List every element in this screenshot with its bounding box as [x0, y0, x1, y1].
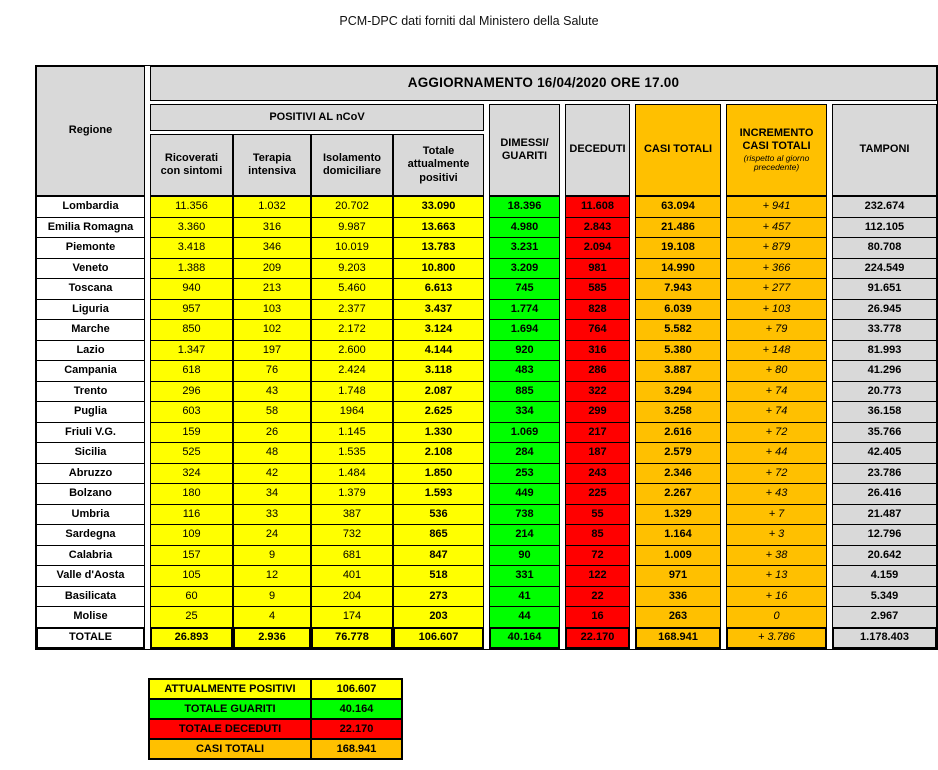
summary-value: 168.941	[311, 739, 402, 759]
cell-terapia: 26	[233, 422, 311, 443]
cell-deceduti: 2.094	[565, 237, 630, 258]
cell-isolamento: 174	[311, 606, 393, 627]
cell-dimessi: 334	[489, 401, 560, 422]
table-row	[36, 217, 937, 238]
table-header	[36, 66, 937, 196]
cell-tamponi: 26.416	[832, 483, 937, 504]
cell-isolamento: 2.424	[311, 360, 393, 381]
cell-terapia: 24	[233, 524, 311, 545]
cell-totale-positivi: 2.108	[393, 442, 484, 463]
cell-terapia: 43	[233, 381, 311, 402]
covid-data-table	[35, 65, 938, 650]
cell-terapia: 33	[233, 504, 311, 525]
cell-tamponi: 2.967	[832, 606, 937, 627]
table-row	[36, 422, 937, 443]
table-row	[36, 401, 937, 422]
region-cell: Valle d'Aosta	[36, 565, 145, 586]
cell-incremento: + 7	[726, 504, 827, 525]
region-cell: Abruzzo	[36, 463, 145, 484]
region-cell: Campania	[36, 360, 145, 381]
header-casi-totali: CASI TOTALI	[635, 104, 721, 196]
summary-label: ATTUALMENTE POSITIVI	[149, 679, 311, 699]
table-row	[36, 299, 937, 320]
cell-totale-positivi: 3.124	[393, 319, 484, 340]
cell-tamponi: 20.773	[832, 381, 937, 402]
header-positivi-group	[150, 104, 484, 196]
cell-isolamento: 1964	[311, 401, 393, 422]
cell-terapia: 316	[233, 217, 311, 238]
cell-terapia: 1.032	[233, 196, 311, 217]
table-row	[36, 340, 937, 361]
header-right	[150, 66, 937, 196]
cell-ricoverati: 157	[150, 545, 233, 566]
cell-isolamento: 2.172	[311, 319, 393, 340]
cell-isolamento: 387	[311, 504, 393, 525]
cell-terapia: 12	[233, 565, 311, 586]
cell-dimessi: 41	[489, 586, 560, 607]
cell-totale-positivi: 1.850	[393, 463, 484, 484]
cell-incremento: + 3	[726, 524, 827, 545]
cell-casi-totali: 168.941	[635, 627, 721, 649]
cell-terapia: 346	[233, 237, 311, 258]
cell-incremento: + 74	[726, 381, 827, 402]
summary-value: 40.164	[311, 699, 402, 719]
cell-dimessi: 214	[489, 524, 560, 545]
header-update-banner: AGGIORNAMENTO 16/04/2020 ORE 17.00	[150, 66, 937, 101]
header-incremento	[726, 104, 827, 196]
header-positivi-band: POSITIVI AL nCoV	[150, 104, 484, 131]
table-row	[36, 545, 937, 566]
cell-tamponi: 80.708	[832, 237, 937, 258]
region-cell: Sicilia	[36, 442, 145, 463]
cell-casi-totali: 2.579	[635, 442, 721, 463]
cell-casi-totali: 971	[635, 565, 721, 586]
cell-totale-positivi: 6.613	[393, 278, 484, 299]
cell-ricoverati: 109	[150, 524, 233, 545]
cell-ricoverati: 1.388	[150, 258, 233, 279]
region-cell: Liguria	[36, 299, 145, 320]
cell-incremento: + 16	[726, 586, 827, 607]
cell-casi-totali: 63.094	[635, 196, 721, 217]
summary-row	[149, 739, 402, 759]
header-deceduti: DECEDUTI	[565, 104, 630, 196]
region-cell: Puglia	[36, 401, 145, 422]
cell-ricoverati: 957	[150, 299, 233, 320]
cell-dimessi: 885	[489, 381, 560, 402]
cell-casi-totali: 3.294	[635, 381, 721, 402]
cell-casi-totali: 263	[635, 606, 721, 627]
cell-terapia: 9	[233, 545, 311, 566]
region-cell: Molise	[36, 606, 145, 627]
cell-deceduti: 585	[565, 278, 630, 299]
cell-isolamento: 204	[311, 586, 393, 607]
cell-dimessi: 920	[489, 340, 560, 361]
cell-deceduti: 2.843	[565, 217, 630, 238]
table-row	[36, 463, 937, 484]
cell-isolamento: 9.987	[311, 217, 393, 238]
cell-tamponi: 41.296	[832, 360, 937, 381]
cell-tamponi: 1.178.403	[832, 627, 937, 649]
cell-casi-totali: 1.164	[635, 524, 721, 545]
region-cell: Lombardia	[36, 196, 145, 217]
total-row	[36, 627, 937, 649]
cell-incremento: + 43	[726, 483, 827, 504]
cell-deceduti: 828	[565, 299, 630, 320]
table-row	[36, 483, 937, 504]
cell-totale-positivi: 106.607	[393, 627, 484, 649]
cell-deceduti: 217	[565, 422, 630, 443]
cell-incremento: + 148	[726, 340, 827, 361]
cell-deceduti: 72	[565, 545, 630, 566]
cell-incremento: + 103	[726, 299, 827, 320]
header-incremento-label: INCREMENTO CASI TOTALI	[739, 126, 814, 153]
region-cell: Basilicata	[36, 586, 145, 607]
cell-deceduti: 16	[565, 606, 630, 627]
cell-casi-totali: 1.329	[635, 504, 721, 525]
cell-ricoverati: 1.347	[150, 340, 233, 361]
cell-terapia: 2.936	[233, 627, 311, 649]
cell-dimessi: 4.980	[489, 217, 560, 238]
cell-dimessi: 1.694	[489, 319, 560, 340]
cell-incremento: 0	[726, 606, 827, 627]
cell-casi-totali: 7.943	[635, 278, 721, 299]
cell-isolamento: 5.460	[311, 278, 393, 299]
cell-tamponi: 26.945	[832, 299, 937, 320]
table-row	[36, 360, 937, 381]
cell-totale-positivi: 536	[393, 504, 484, 525]
cell-deceduti: 286	[565, 360, 630, 381]
table-row	[36, 381, 937, 402]
cell-isolamento: 2.377	[311, 299, 393, 320]
cell-casi-totali: 19.108	[635, 237, 721, 258]
cell-dimessi: 284	[489, 442, 560, 463]
cell-incremento: + 277	[726, 278, 827, 299]
cell-isolamento: 401	[311, 565, 393, 586]
cell-tamponi: 23.786	[832, 463, 937, 484]
region-cell: Piemonte	[36, 237, 145, 258]
cell-totale-positivi: 1.593	[393, 483, 484, 504]
cell-ricoverati: 159	[150, 422, 233, 443]
cell-isolamento: 681	[311, 545, 393, 566]
table-row	[36, 442, 937, 463]
cell-terapia: 9	[233, 586, 311, 607]
cell-dimessi: 483	[489, 360, 560, 381]
cell-incremento: + 13	[726, 565, 827, 586]
cell-deceduti: 85	[565, 524, 630, 545]
table-row	[36, 237, 937, 258]
header-tamponi: TAMPONI	[832, 104, 937, 196]
cell-isolamento: 732	[311, 524, 393, 545]
cell-ricoverati: 603	[150, 401, 233, 422]
summary-value: 106.607	[311, 679, 402, 699]
cell-ricoverati: 11.356	[150, 196, 233, 217]
cell-tamponi: 91.651	[832, 278, 937, 299]
cell-ricoverati: 60	[150, 586, 233, 607]
cell-totale-positivi: 273	[393, 586, 484, 607]
cell-ricoverati: 3.418	[150, 237, 233, 258]
cell-deceduti: 981	[565, 258, 630, 279]
cell-casi-totali: 5.380	[635, 340, 721, 361]
cell-casi-totali: 14.990	[635, 258, 721, 279]
cell-incremento: + 80	[726, 360, 827, 381]
cell-terapia: 48	[233, 442, 311, 463]
cell-incremento: + 38	[726, 545, 827, 566]
summary-row	[149, 679, 402, 699]
cell-deceduti: 11.608	[565, 196, 630, 217]
region-cell: Umbria	[36, 504, 145, 525]
cell-casi-totali: 1.009	[635, 545, 721, 566]
cell-dimessi: 1.069	[489, 422, 560, 443]
cell-dimessi: 1.774	[489, 299, 560, 320]
cell-isolamento: 1.535	[311, 442, 393, 463]
cell-totale-positivi: 4.144	[393, 340, 484, 361]
summary-label: TOTALE GUARITI	[149, 699, 311, 719]
region-cell: TOTALE	[36, 627, 145, 649]
cell-casi-totali: 2.346	[635, 463, 721, 484]
cell-isolamento: 76.778	[311, 627, 393, 649]
cell-deceduti: 316	[565, 340, 630, 361]
cell-tamponi: 42.405	[832, 442, 937, 463]
cell-totale-positivi: 1.330	[393, 422, 484, 443]
cell-dimessi: 40.164	[489, 627, 560, 649]
region-cell: Toscana	[36, 278, 145, 299]
cell-totale-positivi: 518	[393, 565, 484, 586]
region-cell: Calabria	[36, 545, 145, 566]
cell-ricoverati: 850	[150, 319, 233, 340]
region-cell: Trento	[36, 381, 145, 402]
cell-tamponi: 35.766	[832, 422, 937, 443]
summary-table	[148, 678, 403, 760]
table-row	[36, 524, 937, 545]
cell-totale-positivi: 3.437	[393, 299, 484, 320]
cell-ricoverati: 116	[150, 504, 233, 525]
cell-tamponi: 112.105	[832, 217, 937, 238]
cell-incremento: + 941	[726, 196, 827, 217]
cell-tamponi: 4.159	[832, 565, 937, 586]
header-terapia: Terapia intensiva	[233, 134, 311, 196]
cell-tamponi: 20.642	[832, 545, 937, 566]
cell-totale-positivi: 2.087	[393, 381, 484, 402]
cell-dimessi: 90	[489, 545, 560, 566]
region-cell: Friuli V.G.	[36, 422, 145, 443]
cell-incremento: + 879	[726, 237, 827, 258]
cell-tamponi: 224.549	[832, 258, 937, 279]
cell-ricoverati: 180	[150, 483, 233, 504]
cell-tamponi: 33.778	[832, 319, 937, 340]
cell-totale-positivi: 10.800	[393, 258, 484, 279]
header-regione: Regione	[36, 66, 145, 196]
cell-isolamento: 1.145	[311, 422, 393, 443]
cell-deceduti: 322	[565, 381, 630, 402]
cell-terapia: 213	[233, 278, 311, 299]
cell-deceduti: 22	[565, 586, 630, 607]
header-isolamento: Isolamento domiciliare	[311, 134, 393, 196]
cell-ricoverati: 105	[150, 565, 233, 586]
cell-casi-totali: 5.582	[635, 319, 721, 340]
cell-terapia: 4	[233, 606, 311, 627]
cell-dimessi: 3.209	[489, 258, 560, 279]
cell-casi-totali: 3.887	[635, 360, 721, 381]
cell-totale-positivi: 33.090	[393, 196, 484, 217]
region-cell: Veneto	[36, 258, 145, 279]
cell-totale-positivi: 3.118	[393, 360, 484, 381]
cell-deceduti: 22.170	[565, 627, 630, 649]
summary-row	[149, 699, 402, 719]
summary-label: CASI TOTALI	[149, 739, 311, 759]
cell-dimessi: 3.231	[489, 237, 560, 258]
cell-terapia: 76	[233, 360, 311, 381]
cell-incremento: + 79	[726, 319, 827, 340]
cell-deceduti: 764	[565, 319, 630, 340]
header-totale-positivi: Totale attualmente positivi	[393, 134, 484, 196]
cell-incremento: + 457	[726, 217, 827, 238]
cell-casi-totali: 2.616	[635, 422, 721, 443]
cell-ricoverati: 940	[150, 278, 233, 299]
table-body	[36, 196, 937, 649]
cell-terapia: 103	[233, 299, 311, 320]
table-row	[36, 606, 937, 627]
cell-casi-totali: 336	[635, 586, 721, 607]
cell-casi-totali: 3.258	[635, 401, 721, 422]
summary-row	[149, 719, 402, 739]
region-cell: Marche	[36, 319, 145, 340]
cell-deceduti: 55	[565, 504, 630, 525]
cell-tamponi: 36.158	[832, 401, 937, 422]
table-row	[36, 565, 937, 586]
cell-isolamento: 1.748	[311, 381, 393, 402]
table-row	[36, 319, 937, 340]
cell-incremento: + 44	[726, 442, 827, 463]
cell-tamponi: 21.487	[832, 504, 937, 525]
cell-deceduti: 243	[565, 463, 630, 484]
cell-terapia: 197	[233, 340, 311, 361]
cell-isolamento: 2.600	[311, 340, 393, 361]
cell-dimessi: 44	[489, 606, 560, 627]
cell-totale-positivi: 13.663	[393, 217, 484, 238]
header-ricoverati: Ricoverati con sintomi	[150, 134, 233, 196]
cell-incremento: + 72	[726, 422, 827, 443]
cell-totale-positivi: 847	[393, 545, 484, 566]
header-dimessi: DIMESSI/ GUARITI	[489, 104, 560, 196]
cell-tamponi: 12.796	[832, 524, 937, 545]
cell-deceduti: 299	[565, 401, 630, 422]
cell-casi-totali: 21.486	[635, 217, 721, 238]
table-row	[36, 196, 937, 217]
cell-ricoverati: 296	[150, 381, 233, 402]
cell-deceduti: 122	[565, 565, 630, 586]
cell-dimessi: 745	[489, 278, 560, 299]
region-cell: Bolzano	[36, 483, 145, 504]
page-title: PCM-DPC dati forniti dal Ministero della Salute	[339, 14, 599, 28]
cell-casi-totali: 6.039	[635, 299, 721, 320]
table-row	[36, 586, 937, 607]
cell-isolamento: 10.019	[311, 237, 393, 258]
cell-tamponi: 5.349	[832, 586, 937, 607]
table-row	[36, 278, 937, 299]
cell-isolamento: 1.484	[311, 463, 393, 484]
cell-incremento: + 3.786	[726, 627, 827, 649]
cell-dimessi: 738	[489, 504, 560, 525]
region-cell: Sardegna	[36, 524, 145, 545]
cell-deceduti: 225	[565, 483, 630, 504]
cell-dimessi: 449	[489, 483, 560, 504]
table-row	[36, 258, 937, 279]
cell-incremento: + 366	[726, 258, 827, 279]
cell-ricoverati: 324	[150, 463, 233, 484]
cell-dimessi: 253	[489, 463, 560, 484]
cell-totale-positivi: 13.783	[393, 237, 484, 258]
header-incremento-note: (rispetto al giorno precedente)	[743, 152, 810, 173]
cell-dimessi: 18.396	[489, 196, 560, 217]
cell-ricoverati: 3.360	[150, 217, 233, 238]
cell-isolamento: 20.702	[311, 196, 393, 217]
cell-ricoverati: 25	[150, 606, 233, 627]
cell-dimessi: 331	[489, 565, 560, 586]
cell-ricoverati: 525	[150, 442, 233, 463]
cell-incremento: + 72	[726, 463, 827, 484]
cell-totale-positivi: 203	[393, 606, 484, 627]
region-cell: Emilia Romagna	[36, 217, 145, 238]
cell-casi-totali: 2.267	[635, 483, 721, 504]
cell-totale-positivi: 865	[393, 524, 484, 545]
region-cell: Lazio	[36, 340, 145, 361]
cell-tamponi: 81.993	[832, 340, 937, 361]
cell-incremento: + 74	[726, 401, 827, 422]
table-row	[36, 504, 937, 525]
cell-terapia: 58	[233, 401, 311, 422]
cell-ricoverati: 26.893	[150, 627, 233, 649]
cell-isolamento: 9.203	[311, 258, 393, 279]
cell-isolamento: 1.379	[311, 483, 393, 504]
cell-totale-positivi: 2.625	[393, 401, 484, 422]
summary-label: TOTALE DECEDUTI	[149, 719, 311, 739]
cell-terapia: 209	[233, 258, 311, 279]
cell-tamponi: 232.674	[832, 196, 937, 217]
cell-ricoverati: 618	[150, 360, 233, 381]
cell-terapia: 34	[233, 483, 311, 504]
cell-deceduti: 187	[565, 442, 630, 463]
cell-terapia: 102	[233, 319, 311, 340]
cell-terapia: 42	[233, 463, 311, 484]
summary-value: 22.170	[311, 719, 402, 739]
